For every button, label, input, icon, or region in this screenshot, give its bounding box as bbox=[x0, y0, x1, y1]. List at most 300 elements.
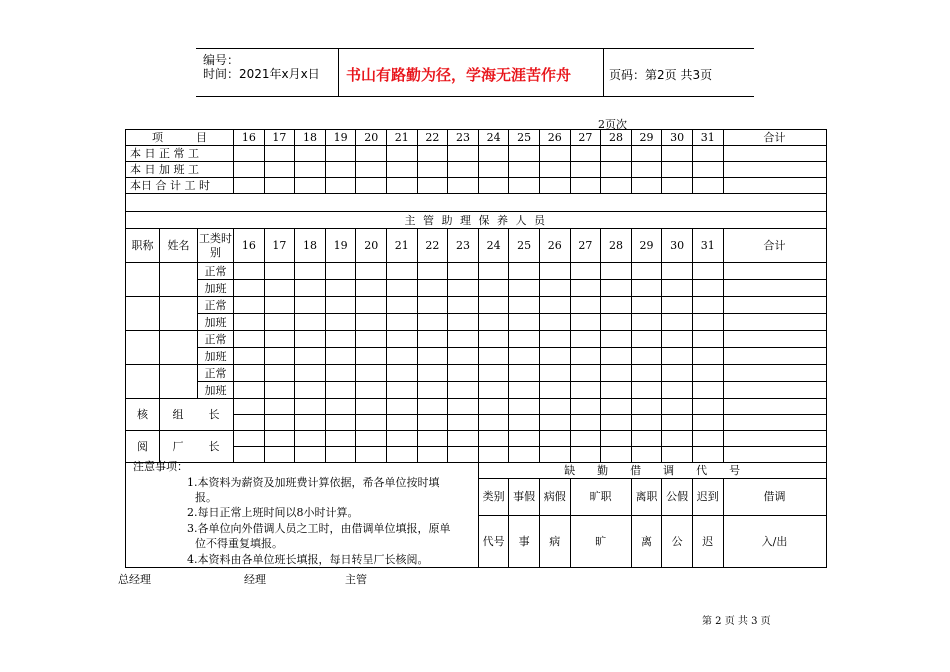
top-row-2-day-22[interactable] bbox=[417, 162, 448, 178]
staff-row bbox=[126, 382, 827, 399]
top-row-1-day-22[interactable] bbox=[417, 146, 448, 162]
staff-1-1-day-24[interactable] bbox=[478, 314, 509, 331]
top-row-1-day-24[interactable] bbox=[478, 146, 509, 162]
staff-0-1-day-18[interactable] bbox=[295, 280, 326, 297]
staff-0-1-day-21[interactable] bbox=[387, 280, 418, 297]
staff-2-1-day-21[interactable] bbox=[387, 348, 418, 365]
staff-3-0-day-16[interactable] bbox=[234, 365, 265, 382]
signature-manager: 经理 bbox=[244, 573, 266, 586]
approve-day-28[interactable] bbox=[601, 415, 632, 431]
staff-day-header-24: 24 bbox=[478, 229, 509, 263]
approve-row bbox=[126, 399, 827, 415]
approve-day-29[interactable] bbox=[631, 399, 662, 415]
approve-day-18[interactable] bbox=[295, 431, 326, 447]
signature-supervisor: 主管 bbox=[345, 573, 367, 586]
top-row-3-day-31[interactable] bbox=[692, 178, 723, 194]
approve-day-19[interactable] bbox=[325, 447, 356, 463]
approve-day-29[interactable] bbox=[631, 415, 662, 431]
factory-leader-label: 厂 长 bbox=[160, 431, 234, 463]
top-row-2-day-27[interactable] bbox=[570, 162, 601, 178]
top-row-1-day-23[interactable] bbox=[448, 146, 479, 162]
approve-day-22[interactable] bbox=[417, 415, 448, 431]
staff-0-1-day-28[interactable] bbox=[601, 280, 632, 297]
staff-3-0-day-27[interactable] bbox=[570, 365, 601, 382]
staff-3-1-day-29[interactable] bbox=[631, 382, 662, 399]
approve-day-16[interactable] bbox=[234, 447, 265, 463]
top-row-2-day-20[interactable] bbox=[356, 162, 387, 178]
staff-row bbox=[126, 314, 827, 331]
staff-2-0-day-25[interactable] bbox=[509, 331, 540, 348]
top-row-2-day-25[interactable] bbox=[509, 162, 540, 178]
staff-0-1-day-26[interactable] bbox=[539, 280, 570, 297]
approve-total[interactable] bbox=[723, 399, 826, 415]
staff-row-total[interactable] bbox=[723, 331, 826, 348]
approve-day-23[interactable] bbox=[448, 415, 479, 431]
approve-day-20[interactable] bbox=[356, 399, 387, 415]
approve-total[interactable] bbox=[723, 447, 826, 463]
top-row-3-day-19[interactable] bbox=[325, 178, 356, 194]
day-header-31: 31 bbox=[692, 130, 723, 146]
absence-code-4: 公 bbox=[662, 516, 693, 568]
top-row-1-day-19[interactable] bbox=[325, 146, 356, 162]
top-row-3-day-30[interactable] bbox=[662, 178, 693, 194]
approve-day-27[interactable] bbox=[570, 447, 601, 463]
staff-2-0-day-23[interactable] bbox=[448, 331, 479, 348]
staff-3-0-day-29[interactable] bbox=[631, 365, 662, 382]
staff-2-0-day-29[interactable] bbox=[631, 331, 662, 348]
staff-3-0-day-28[interactable] bbox=[601, 365, 632, 382]
top-row-1-day-25[interactable] bbox=[509, 146, 540, 162]
approve-day-18[interactable] bbox=[295, 415, 326, 431]
staff-2-1-day-23[interactable] bbox=[448, 348, 479, 365]
approve-day-26[interactable] bbox=[539, 447, 570, 463]
staff-3-0-day-25[interactable] bbox=[509, 365, 540, 382]
staff-3-0-day-23[interactable] bbox=[448, 365, 479, 382]
staff-1-0-day-26[interactable] bbox=[539, 297, 570, 314]
item-label: 项 目 bbox=[126, 130, 234, 146]
staff-2-1-day-28[interactable] bbox=[601, 348, 632, 365]
approve-day-20[interactable] bbox=[356, 447, 387, 463]
approve-day-21[interactable] bbox=[387, 399, 418, 415]
staff-1-1-day-16[interactable] bbox=[234, 314, 265, 331]
approve-day-27[interactable] bbox=[570, 431, 601, 447]
staff-1-1-day-19[interactable] bbox=[325, 314, 356, 331]
staff-3-0-day-30[interactable] bbox=[662, 365, 693, 382]
approve-day-25[interactable] bbox=[509, 431, 540, 447]
staff-3-0-day-19[interactable] bbox=[325, 365, 356, 382]
staff-3-1-day-26[interactable] bbox=[539, 382, 570, 399]
staff-1-1-day-21[interactable] bbox=[387, 314, 418, 331]
top-row-3-day-28[interactable] bbox=[601, 178, 632, 194]
approve-day-26[interactable] bbox=[539, 415, 570, 431]
approve-day-26[interactable] bbox=[539, 431, 570, 447]
staff-1-0-day-19[interactable] bbox=[325, 297, 356, 314]
staff-2-0-day-22[interactable] bbox=[417, 331, 448, 348]
staff-2-1-day-22[interactable] bbox=[417, 348, 448, 365]
staff-1-1-day-18[interactable] bbox=[295, 314, 326, 331]
staff-1-0-day-21[interactable] bbox=[387, 297, 418, 314]
staff-3-0-day-31[interactable] bbox=[692, 365, 723, 382]
approve-day-18[interactable] bbox=[295, 399, 326, 415]
staff-1-0-day-16[interactable] bbox=[234, 297, 265, 314]
approve-day-28[interactable] bbox=[601, 431, 632, 447]
staff-2-1-day-20[interactable] bbox=[356, 348, 387, 365]
staff-row-total[interactable] bbox=[723, 314, 826, 331]
staff-0-0-day-21[interactable] bbox=[387, 263, 418, 280]
approve-day-23[interactable] bbox=[448, 431, 479, 447]
staff-0-1-day-25[interactable] bbox=[509, 280, 540, 297]
approve-day-20[interactable] bbox=[356, 431, 387, 447]
staff-row bbox=[126, 263, 827, 280]
approve-day-19[interactable] bbox=[325, 399, 356, 415]
staff-0-0-day-26[interactable] bbox=[539, 263, 570, 280]
approve-day-30[interactable] bbox=[662, 431, 693, 447]
staff-2-0-day-16[interactable] bbox=[234, 331, 265, 348]
staff-3-0-day-24[interactable] bbox=[478, 365, 509, 382]
staff-1-0-day-28[interactable] bbox=[601, 297, 632, 314]
staff-1-1-day-17[interactable] bbox=[264, 314, 295, 331]
staff-2-0-day-19[interactable] bbox=[325, 331, 356, 348]
approve-day-31[interactable] bbox=[692, 431, 723, 447]
staff-1-0-day-23[interactable] bbox=[448, 297, 479, 314]
approve-day-17[interactable] bbox=[264, 399, 295, 415]
approve-day-22[interactable] bbox=[417, 431, 448, 447]
staff-row-total[interactable] bbox=[723, 348, 826, 365]
signature-general-manager: 总经理 bbox=[118, 573, 151, 586]
staff-1-1-day-30[interactable] bbox=[662, 314, 693, 331]
staff-2-1-day-31[interactable] bbox=[692, 348, 723, 365]
staff-0-1-day-31[interactable] bbox=[692, 280, 723, 297]
staff-1-0-day-30[interactable] bbox=[662, 297, 693, 314]
staff-2-1-day-18[interactable] bbox=[295, 348, 326, 365]
approve-day-17[interactable] bbox=[264, 415, 295, 431]
staff-1-1-day-27[interactable] bbox=[570, 314, 601, 331]
absence-header-5: 迟到 bbox=[692, 479, 723, 516]
staff-2-0-day-21[interactable] bbox=[387, 331, 418, 348]
approve-day-21[interactable] bbox=[387, 447, 418, 463]
approve-day-21[interactable] bbox=[387, 415, 418, 431]
staff-3-1-day-19[interactable] bbox=[325, 382, 356, 399]
top-row-3-day-23[interactable] bbox=[448, 178, 479, 194]
staff-row-total[interactable] bbox=[723, 263, 826, 280]
approve-day-25[interactable] bbox=[509, 415, 540, 431]
staff-row-total[interactable] bbox=[723, 280, 826, 297]
overtime-label: 加班 bbox=[198, 382, 234, 399]
top-row-1-day-30[interactable] bbox=[662, 146, 693, 162]
approve-day-16[interactable] bbox=[234, 399, 265, 415]
staff-0-0-day-29[interactable] bbox=[631, 263, 662, 280]
staff-2-1-day-25[interactable] bbox=[509, 348, 540, 365]
staff-2-0-day-20[interactable] bbox=[356, 331, 387, 348]
top-row-1-day-29[interactable] bbox=[631, 146, 662, 162]
approve-day-31[interactable] bbox=[692, 447, 723, 463]
staff-3-1-day-20[interactable] bbox=[356, 382, 387, 399]
staff-3-1-day-18[interactable] bbox=[295, 382, 326, 399]
top-row-2-day-28[interactable] bbox=[601, 162, 632, 178]
staff-row bbox=[126, 348, 827, 365]
staff-2-1-day-27[interactable] bbox=[570, 348, 601, 365]
total-header: 合计 bbox=[723, 130, 826, 146]
top-row-1-day-18[interactable] bbox=[295, 146, 326, 162]
staff-0-0-day-30[interactable] bbox=[662, 263, 693, 280]
absence-code-6: 入/出 bbox=[723, 516, 826, 568]
staff-0-1-day-19[interactable] bbox=[325, 280, 356, 297]
top-row-1-day-17[interactable] bbox=[264, 146, 295, 162]
staff-2-0-day-24[interactable] bbox=[478, 331, 509, 348]
top-row-2-day-23[interactable] bbox=[448, 162, 479, 178]
approve-day-30[interactable] bbox=[662, 399, 693, 415]
approve-day-16[interactable] bbox=[234, 415, 265, 431]
top-row-3-day-20[interactable] bbox=[356, 178, 387, 194]
approve-day-23[interactable] bbox=[448, 447, 479, 463]
staff-1-0-day-25[interactable] bbox=[509, 297, 540, 314]
absence-header-4: 公假 bbox=[662, 479, 693, 516]
staff-2-1-day-19[interactable] bbox=[325, 348, 356, 365]
staff-day-header-21: 21 bbox=[387, 229, 418, 263]
staff-name-cell[interactable] bbox=[160, 365, 198, 399]
staff-0-1-day-27[interactable] bbox=[570, 280, 601, 297]
staff-0-0-day-28[interactable] bbox=[601, 263, 632, 280]
staff-0-0-day-24[interactable] bbox=[478, 263, 509, 280]
section-title-row bbox=[126, 212, 827, 229]
top-row-2-day-24[interactable] bbox=[478, 162, 509, 178]
staff-0-1-day-17[interactable] bbox=[264, 280, 295, 297]
approve-day-30[interactable] bbox=[662, 415, 693, 431]
staff-title-cell[interactable] bbox=[126, 365, 160, 399]
top-row-2-day-19[interactable] bbox=[325, 162, 356, 178]
approve-day-22[interactable] bbox=[417, 447, 448, 463]
approve-day-25[interactable] bbox=[509, 399, 540, 415]
staff-3-0-day-20[interactable] bbox=[356, 365, 387, 382]
approve-day-27[interactable] bbox=[570, 415, 601, 431]
approve-day-27[interactable] bbox=[570, 399, 601, 415]
notes-line-5: 位不得重复填报。 bbox=[195, 537, 283, 550]
staff-day-header-26: 26 bbox=[539, 229, 570, 263]
staff-title-cell[interactable] bbox=[126, 263, 160, 297]
staff-2-0-day-27[interactable] bbox=[570, 331, 601, 348]
staff-1-0-day-20[interactable] bbox=[356, 297, 387, 314]
staff-0-1-day-22[interactable] bbox=[417, 280, 448, 297]
approve-day-30[interactable] bbox=[662, 447, 693, 463]
top-row-total[interactable] bbox=[723, 178, 826, 194]
top-row-2-day-17[interactable] bbox=[264, 162, 295, 178]
approve-total[interactable] bbox=[723, 415, 826, 431]
top-row-3-day-21[interactable] bbox=[387, 178, 418, 194]
staff-1-1-day-20[interactable] bbox=[356, 314, 387, 331]
approve-day-22[interactable] bbox=[417, 399, 448, 415]
top-row-3-day-16[interactable] bbox=[234, 178, 265, 194]
staff-3-1-day-17[interactable] bbox=[264, 382, 295, 399]
top-row-total[interactable] bbox=[723, 162, 826, 178]
staff-1-0-day-31[interactable] bbox=[692, 297, 723, 314]
staff-2-0-day-18[interactable] bbox=[295, 331, 326, 348]
staff-2-1-day-16[interactable] bbox=[234, 348, 265, 365]
staff-3-1-day-21[interactable] bbox=[387, 382, 418, 399]
staff-row-total[interactable] bbox=[723, 365, 826, 382]
approve-day-24[interactable] bbox=[478, 415, 509, 431]
approve-day-17[interactable] bbox=[264, 431, 295, 447]
approve-day-28[interactable] bbox=[601, 447, 632, 463]
staff-1-1-day-29[interactable] bbox=[631, 314, 662, 331]
top-row-label: 本 日 加 班 工 bbox=[126, 162, 234, 178]
staff-3-1-day-24[interactable] bbox=[478, 382, 509, 399]
top-row-2-day-18[interactable] bbox=[295, 162, 326, 178]
staff-3-1-day-28[interactable] bbox=[601, 382, 632, 399]
staff-row-total[interactable] bbox=[723, 297, 826, 314]
approve-day-19[interactable] bbox=[325, 431, 356, 447]
staff-1-1-day-28[interactable] bbox=[601, 314, 632, 331]
staff-0-0-day-31[interactable] bbox=[692, 263, 723, 280]
staff-2-0-day-28[interactable] bbox=[601, 331, 632, 348]
staff-3-0-day-21[interactable] bbox=[387, 365, 418, 382]
staff-0-0-day-25[interactable] bbox=[509, 263, 540, 280]
approve-day-31[interactable] bbox=[692, 415, 723, 431]
day-header-28: 28 bbox=[601, 130, 632, 146]
staff-1-0-day-22[interactable] bbox=[417, 297, 448, 314]
staff-3-0-day-18[interactable] bbox=[295, 365, 326, 382]
top-row-1-day-21[interactable] bbox=[387, 146, 418, 162]
approve-day-24[interactable] bbox=[478, 447, 509, 463]
staff-0-0-day-27[interactable] bbox=[570, 263, 601, 280]
staff-2-1-day-30[interactable] bbox=[662, 348, 693, 365]
overtime-label: 加班 bbox=[198, 314, 234, 331]
absence-code-5: 迟 bbox=[692, 516, 723, 568]
approve-day-24[interactable] bbox=[478, 431, 509, 447]
staff-3-1-day-27[interactable] bbox=[570, 382, 601, 399]
top-row-1-day-27[interactable] bbox=[570, 146, 601, 162]
absence-header-3: 离职 bbox=[631, 479, 662, 516]
top-row-2-day-29[interactable] bbox=[631, 162, 662, 178]
day-header-25: 25 bbox=[509, 130, 540, 146]
top-row-3-day-22[interactable] bbox=[417, 178, 448, 194]
staff-3-0-day-17[interactable] bbox=[264, 365, 295, 382]
approve-day-25[interactable] bbox=[509, 447, 540, 463]
staff-3-0-day-22[interactable] bbox=[417, 365, 448, 382]
approve-day-19[interactable] bbox=[325, 415, 356, 431]
staff-2-0-day-30[interactable] bbox=[662, 331, 693, 348]
approve-day-20[interactable] bbox=[356, 415, 387, 431]
read-label: 阅 bbox=[126, 431, 160, 463]
header-divider-left bbox=[338, 48, 339, 96]
staff-0-1-day-20[interactable] bbox=[356, 280, 387, 297]
staff-3-1-day-16[interactable] bbox=[234, 382, 265, 399]
staff-0-0-day-20[interactable] bbox=[356, 263, 387, 280]
approve-day-17[interactable] bbox=[264, 447, 295, 463]
staff-1-1-day-23[interactable] bbox=[448, 314, 479, 331]
top-row-2-day-26[interactable] bbox=[539, 162, 570, 178]
top-row-2-day-31[interactable] bbox=[692, 162, 723, 178]
staff-0-0-day-23[interactable] bbox=[448, 263, 479, 280]
staff-0-1-day-23[interactable] bbox=[448, 280, 479, 297]
staff-0-1-day-30[interactable] bbox=[662, 280, 693, 297]
staff-0-1-day-24[interactable] bbox=[478, 280, 509, 297]
staff-name-cell[interactable] bbox=[160, 263, 198, 297]
staff-day-header-19: 19 bbox=[325, 229, 356, 263]
top-row-3-day-18[interactable] bbox=[295, 178, 326, 194]
approve-day-23[interactable] bbox=[448, 399, 479, 415]
absence-code-label: 代号 bbox=[478, 516, 509, 568]
staff-3-1-day-22[interactable] bbox=[417, 382, 448, 399]
staff-2-0-day-31[interactable] bbox=[692, 331, 723, 348]
approve-day-26[interactable] bbox=[539, 399, 570, 415]
staff-0-1-day-29[interactable] bbox=[631, 280, 662, 297]
top-row-1-day-26[interactable] bbox=[539, 146, 570, 162]
staff-3-1-day-25[interactable] bbox=[509, 382, 540, 399]
staff-3-1-day-23[interactable] bbox=[448, 382, 479, 399]
approve-day-29[interactable] bbox=[631, 447, 662, 463]
staff-2-0-day-17[interactable] bbox=[264, 331, 295, 348]
staff-1-0-day-24[interactable] bbox=[478, 297, 509, 314]
top-row-3-day-17[interactable] bbox=[264, 178, 295, 194]
staff-2-1-day-17[interactable] bbox=[264, 348, 295, 365]
approve-day-31[interactable] bbox=[692, 399, 723, 415]
staff-day-header-28: 28 bbox=[601, 229, 632, 263]
staff-1-1-day-26[interactable] bbox=[539, 314, 570, 331]
staff-3-1-day-30[interactable] bbox=[662, 382, 693, 399]
absence-header-6: 借调 bbox=[723, 479, 826, 516]
approve-total[interactable] bbox=[723, 431, 826, 447]
staff-day-header-25: 25 bbox=[509, 229, 540, 263]
top-row-2-day-16[interactable] bbox=[234, 162, 265, 178]
top-row-1-day-28[interactable] bbox=[601, 146, 632, 162]
top-row-3-day-26[interactable] bbox=[539, 178, 570, 194]
staff-2-1-day-29[interactable] bbox=[631, 348, 662, 365]
staff-0-0-day-17[interactable] bbox=[264, 263, 295, 280]
staff-1-1-day-25[interactable] bbox=[509, 314, 540, 331]
staff-0-0-day-22[interactable] bbox=[417, 263, 448, 280]
top-row-1-day-16[interactable] bbox=[234, 146, 265, 162]
approve-day-24[interactable] bbox=[478, 399, 509, 415]
approve-day-16[interactable] bbox=[234, 431, 265, 447]
approve-day-29[interactable] bbox=[631, 431, 662, 447]
staff-1-1-day-31[interactable] bbox=[692, 314, 723, 331]
staff-0-0-day-18[interactable] bbox=[295, 263, 326, 280]
staff-title-cell[interactable] bbox=[126, 331, 160, 365]
staff-title-cell[interactable] bbox=[126, 297, 160, 331]
top-row-2-day-21[interactable] bbox=[387, 162, 418, 178]
approve-day-18[interactable] bbox=[295, 447, 326, 463]
staff-1-0-day-29[interactable] bbox=[631, 297, 662, 314]
day-header-21: 21 bbox=[387, 130, 418, 146]
staff-1-0-day-17[interactable] bbox=[264, 297, 295, 314]
top-row-total[interactable] bbox=[723, 146, 826, 162]
staff-name-cell[interactable] bbox=[160, 331, 198, 365]
top-row-3-day-29[interactable] bbox=[631, 178, 662, 194]
top-row-3-day-27[interactable] bbox=[570, 178, 601, 194]
staff-1-0-day-27[interactable] bbox=[570, 297, 601, 314]
approve-day-21[interactable] bbox=[387, 431, 418, 447]
day-header-29: 29 bbox=[631, 130, 662, 146]
staff-2-1-day-24[interactable] bbox=[478, 348, 509, 365]
staff-0-0-day-16[interactable] bbox=[234, 263, 265, 280]
staff-2-1-day-26[interactable] bbox=[539, 348, 570, 365]
staff-3-1-day-31[interactable] bbox=[692, 382, 723, 399]
staff-1-0-day-18[interactable] bbox=[295, 297, 326, 314]
top-row-2-day-30[interactable] bbox=[662, 162, 693, 178]
staff-0-0-day-19[interactable] bbox=[325, 263, 356, 280]
approve-day-28[interactable] bbox=[601, 399, 632, 415]
staff-1-1-day-22[interactable] bbox=[417, 314, 448, 331]
staff-row-total[interactable] bbox=[723, 382, 826, 399]
staff-3-0-day-26[interactable] bbox=[539, 365, 570, 382]
top-row-3-day-24[interactable] bbox=[478, 178, 509, 194]
top-row-1-day-31[interactable] bbox=[692, 146, 723, 162]
top-row-3-day-25[interactable] bbox=[509, 178, 540, 194]
top-row-1-day-20[interactable] bbox=[356, 146, 387, 162]
staff-name-cell[interactable] bbox=[160, 297, 198, 331]
staff-2-0-day-26[interactable] bbox=[539, 331, 570, 348]
staff-0-1-day-16[interactable] bbox=[234, 280, 265, 297]
